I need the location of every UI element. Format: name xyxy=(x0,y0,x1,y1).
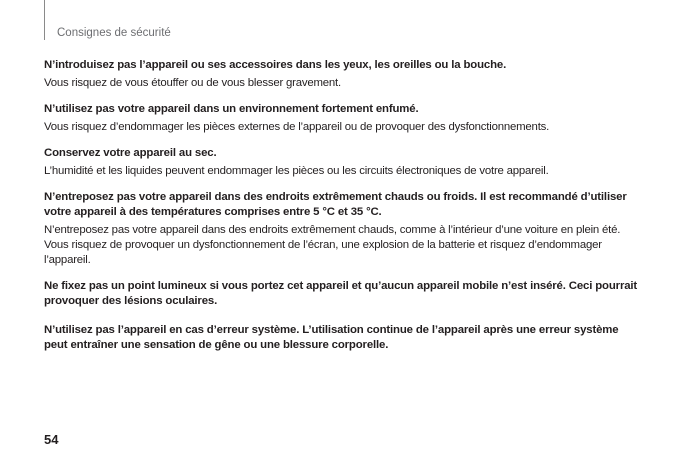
page-number: 54 xyxy=(44,432,59,447)
safety-item-heading: Conservez votre appareil au sec. xyxy=(44,147,217,159)
safety-item xyxy=(44,279,644,309)
safety-item-body: Vous risquez de vous étouffer ou de vous blesser gravement. xyxy=(44,77,341,89)
safety-item-heading: N’utilisez pas votre appareil dans un environnement fortement enfumé. xyxy=(44,103,419,115)
header-divider xyxy=(44,0,45,40)
safety-item-heading: N’introduisez pas l’appareil ou ses accessoires dans les yeux, les oreilles ou la bouche. xyxy=(44,59,507,71)
safety-item xyxy=(44,102,644,135)
safety-item xyxy=(44,323,644,353)
safety-item-body: L’humidité et les liquides peuvent endommager les pièces ou les circuits électroniques de votre appareil. xyxy=(44,165,549,177)
safety-instructions xyxy=(44,58,644,364)
safety-item xyxy=(44,58,644,91)
safety-item-body: Vous risquez d’endommager les pièces externes de l’appareil ou de provoquer des dysfonctionnements. xyxy=(44,121,550,133)
safety-item-heading: N’entreposez pas votre appareil dans des endroits extrêmement chauds ou froids. Il est recommandé d’utiliser votre appareil à des températures comprises entre 5 °C et 35 °C. xyxy=(44,191,627,218)
safety-item-heading: N’utilisez pas l’appareil en cas d’erreur système. L’utilisation continue de l’appareil après une erreur système peut entraîner une sensation de gêne ou une blessure corporelle. xyxy=(44,324,619,351)
safety-item xyxy=(44,190,644,268)
safety-item-body: N’entreposez pas votre appareil dans des endroits extrêmement chauds, comme à l’intérieur d’une voiture en plein été. Vous risquez de provoquer un dysfonctionnement de l’écran, une explosion de la batterie et risquez d’endommager l’appareil. xyxy=(44,224,621,266)
page-header-title: Consignes de sécurité xyxy=(57,27,171,39)
safety-item-heading: Ne fixez pas un point lumineux si vous portez cet appareil et qu’aucun appareil mobile n’est inséré. Ceci pourrait provoquer des lésions oculaires. xyxy=(44,280,638,307)
safety-item xyxy=(44,146,644,179)
